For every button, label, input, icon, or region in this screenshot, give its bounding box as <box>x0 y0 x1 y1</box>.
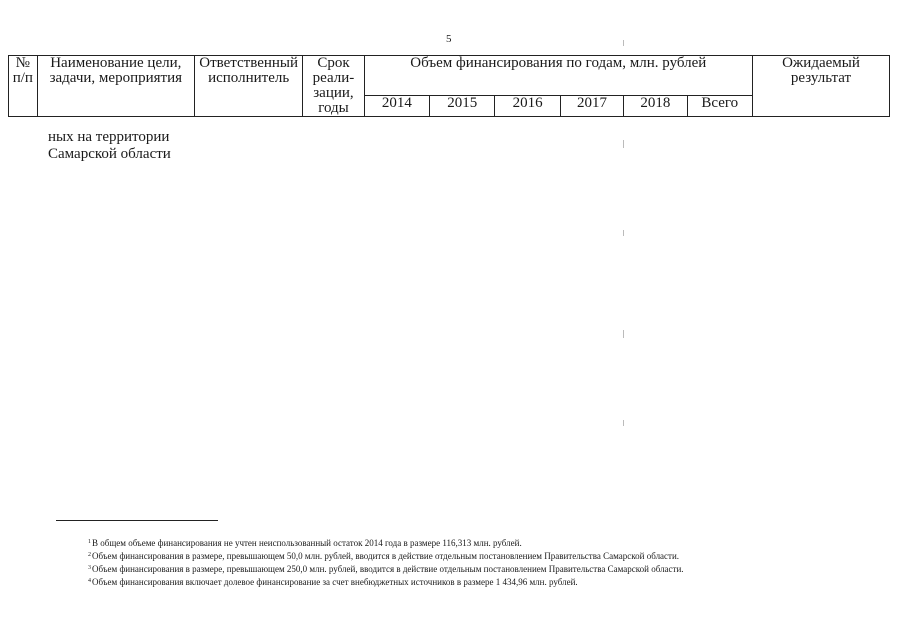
header-funding: Объем финансирования по годам, млн. рублей <box>364 56 752 96</box>
footnote-4: $^4$Объем финансирования включает долевое финансирование за счет внебюджетных источников в размере 1 434,96 млн. рублей. <box>88 577 578 587</box>
scan-artifact <box>623 420 624 426</box>
header-total: Всего <box>687 96 752 117</box>
financing-table <box>8 55 890 117</box>
continuation-text: ных на территории Самарской области <box>48 129 171 162</box>
header-period: Срок реали- зации, годы <box>303 56 364 117</box>
scan-artifact <box>623 330 624 338</box>
scan-artifact <box>623 140 624 148</box>
header-year-2016: 2016 <box>495 96 560 117</box>
page-number: 5 <box>446 33 452 45</box>
footnote-1: $^1$В общем объеме финансирования не учтен неиспользованный остаток 2014 года в размере 116,313 млн. рублей. <box>88 538 522 548</box>
scan-artifact <box>623 230 624 236</box>
header-year-2018: 2018 <box>624 96 687 117</box>
header-name: Наименование цели, задачи, мероприятия <box>37 56 194 117</box>
header-result: Ожидаемый результат <box>752 56 889 117</box>
footnote-3: $^3$Объем финансирования в размере, превышающем 250,0 млн. рублей, вводится в действие отдельным постановлением Правительства Самарской области. <box>88 564 684 574</box>
header-year-2014: 2014 <box>364 96 429 117</box>
header-row <box>9 56 890 96</box>
header-year-2017: 2017 <box>560 96 623 117</box>
footnote-2: $^2$Объем финансирования в размере, превышающем 50,0 млн. рублей, вводится в действие отдельным постановлением Правительства Самарской области. <box>88 551 680 561</box>
footnotes <box>88 536 868 588</box>
header-year-2015: 2015 <box>430 96 495 117</box>
header-num: № п/п <box>9 56 38 117</box>
header-responsible: Ответственный исполнитель <box>194 56 302 117</box>
scan-artifact <box>623 40 624 46</box>
footnote-separator <box>56 520 218 521</box>
